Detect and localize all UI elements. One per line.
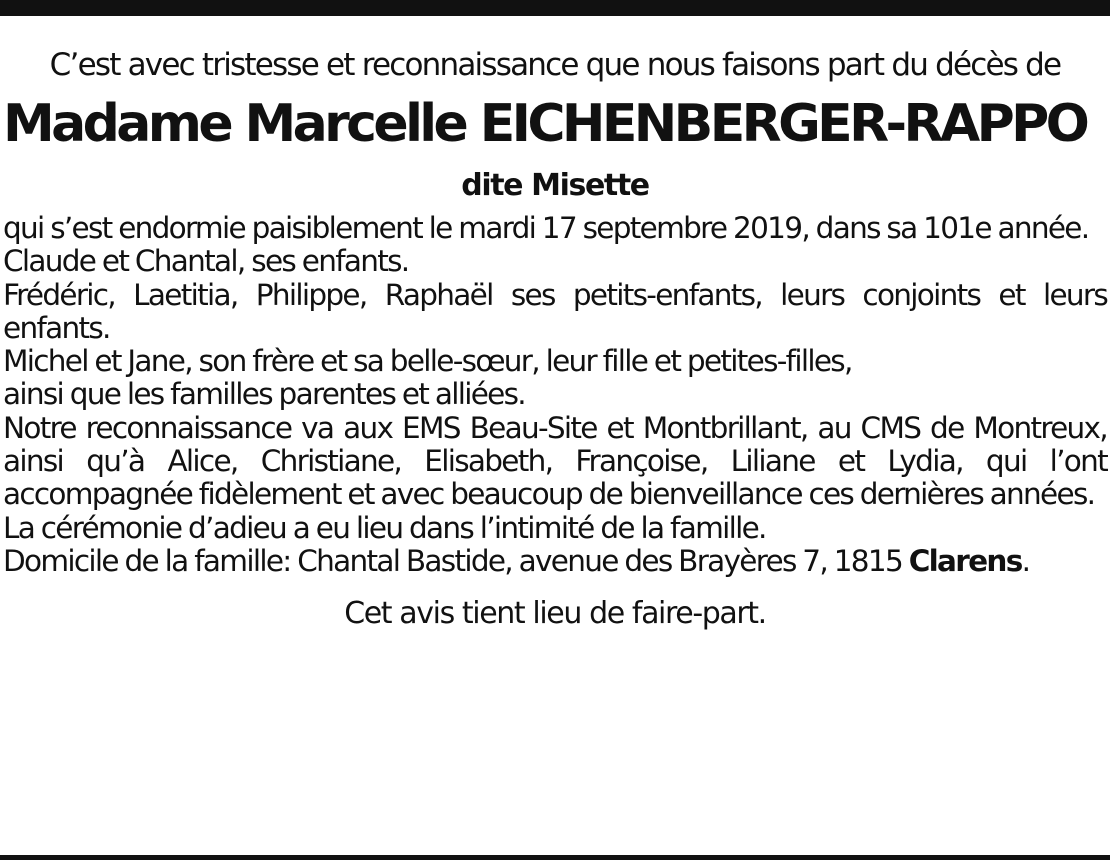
domicile-address: Domicile de la famille: Chantal Bastide, avenue des Brayères 7, 1815 [3,543,909,578]
domicile-paragraph [3,545,1107,578]
deceased-name: Madame Marcelle EICHENBERGER-RAPPO [3,94,1087,154]
top-border-rule [0,0,1110,16]
domicile-period: . [1021,543,1030,578]
notice-body [3,212,1107,578]
grandchildren-paragraph: Frédéric, Laetitia, Philippe, Raphaël ses petits-enfants, leurs conjoints et leurs enfants. [3,277,1107,345]
siblings-paragraph: Michel et Jane, son frère et sa belle-sœur, leur fille et petites-filles, [3,344,852,379]
domicile-city: Clarens [908,543,1022,578]
bottom-border-rule [0,855,1110,860]
deceased-nickname: dite Misette [461,168,649,203]
closing-line: Cet avis tient lieu de faire-part. [344,596,766,632]
ceremony-paragraph: La cérémonie d’adieu a eu lieu dans l’intimité de la famille. [3,510,766,545]
intro-line: C’est avec tristesse et reconnaissance que nous faisons part du décès de [49,47,1061,83]
gratitude-paragraph: Notre reconnaissance va aux EMS Beau-Site et Montbrillant, au CMS de Montreux, ainsi qu’à Alice, Christiane, Elisabeth, Françoise, Liliane et Lydia, qui l’ont accompagnée fidèlement et avec beaucoup de bienveillance ces dernières années. [3,410,1107,512]
passing-paragraph: qui s’est endormie paisiblement le mardi 17 septembre 2019, dans sa 101e année. [3,211,1089,245]
families-paragraph: ainsi que les familles parentes et alliées. [3,377,525,412]
children-paragraph: Claude et Chantal, ses enfants. [3,244,409,279]
death-notice [3,38,1107,634]
